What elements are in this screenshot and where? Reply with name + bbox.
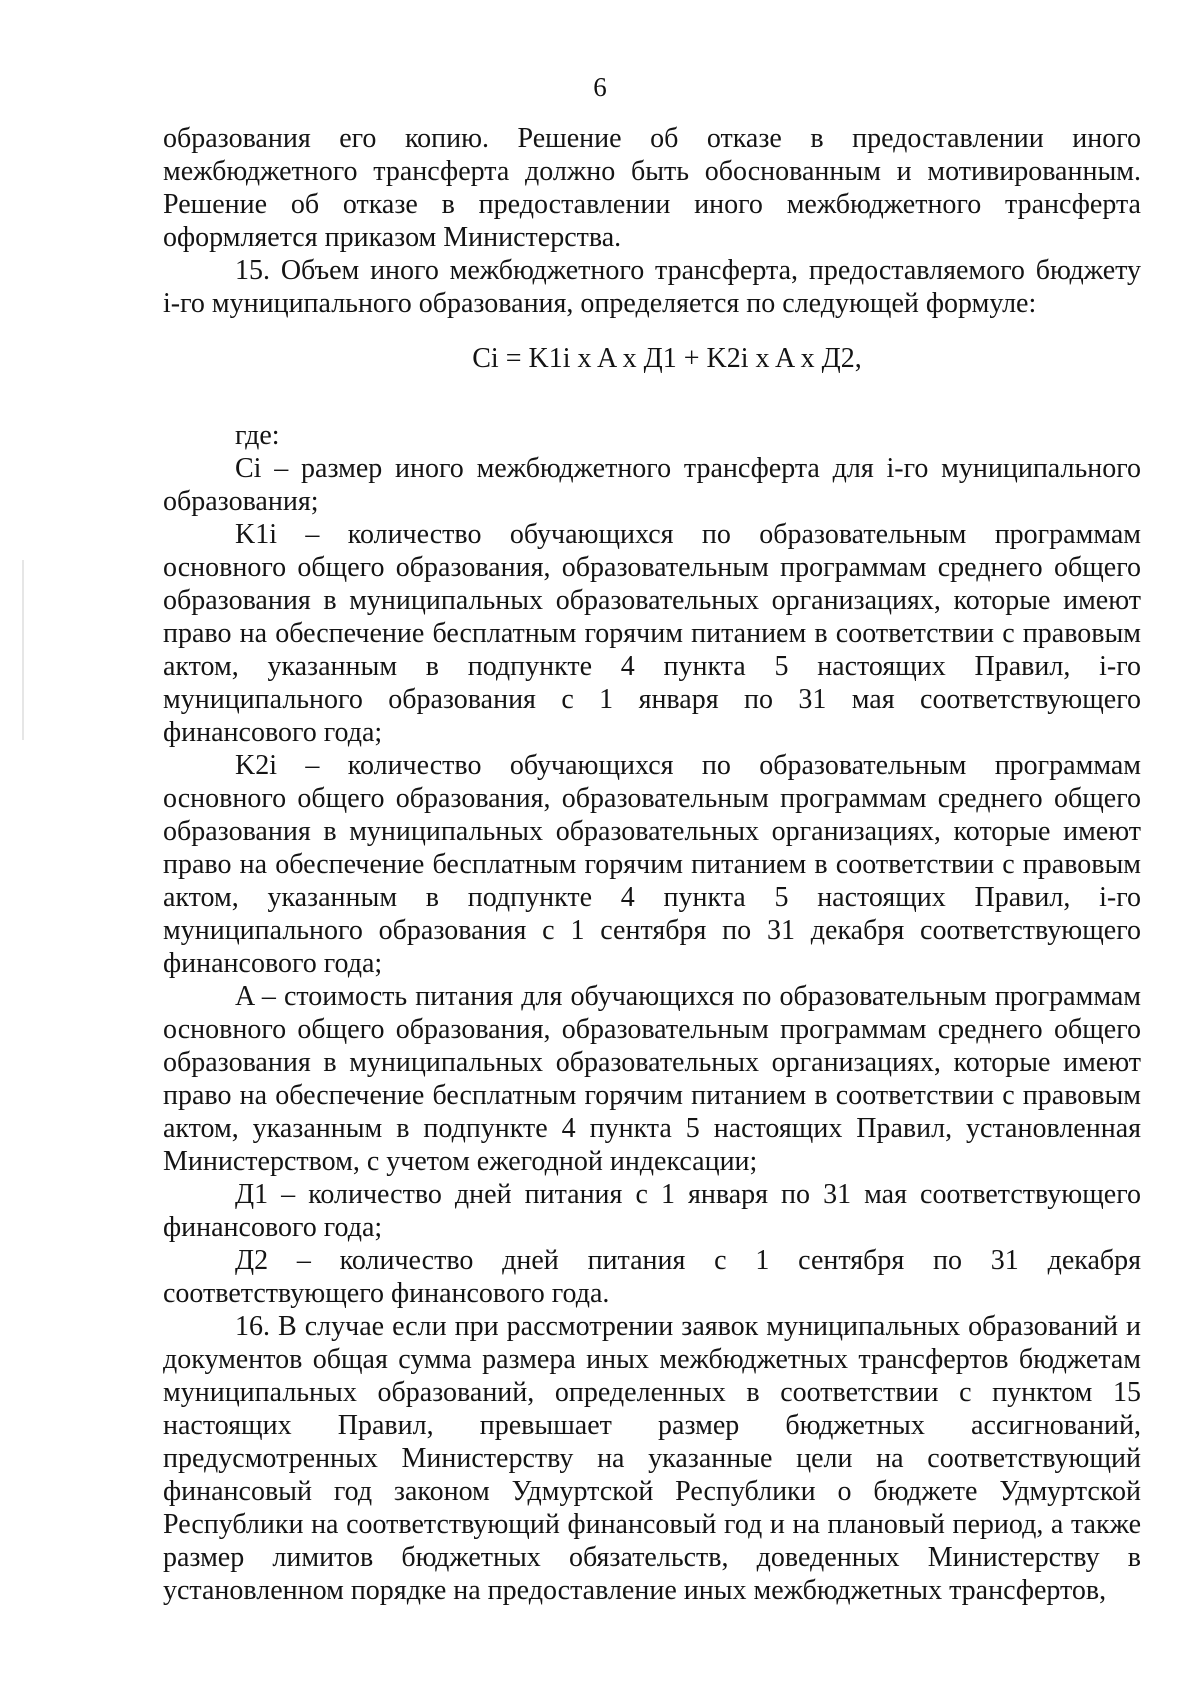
definition-k1i: K1i – количество обучающихся по образовательным программам основного общего образования, образовательным программам среднего общего образования в муниципальных образовательных организациях, которые имеют право на обеспечение бесплатным горячим питанием в соответствии с правовым актом, указанным в подпункте 4 пункта 5 настоящих Правил, i-го муниципального образования с 1 января по 31 мая соответствующего финансового года; <box>163 519 1141 748</box>
paragraph-15: 15. Объем иного межбюджетного трансферта, предоставляемого бюджету i-го муниципального образования, определяется по следующей формуле: <box>163 255 1141 319</box>
where-label: где: <box>235 420 280 451</box>
paragraph-continuation: образования его копию. Решение об отказе в предоставлении иного межбюджетного трансферта должно быть обоснованным и мотивированным. Решение об отказе в предоставлении иного межбюджетного трансферта оформляется приказом Министерства. <box>163 123 1141 253</box>
formula: Ci = K1i x A x Д1 + K2i x A x Д2, <box>472 343 862 374</box>
definition-a: A – стоимость питания для обучающихся по образовательным программам основного общего образования, образовательным программам среднего общего образования в муниципальных образовательных организациях, которые имеют право на обеспечение бесплатным горячим питанием в соответствии с правовым актом, указанным в подпункте 4 пункта 5 настоящих Правил, установленная Министерством, с учетом ежегодной индексации; <box>163 981 1141 1177</box>
definition-d1: Д1 – количество дней питания с 1 января по 31 мая соответствующего финансового года; <box>163 1179 1141 1243</box>
scan-edge-mark <box>22 560 24 740</box>
paragraph-16: 16. В случае если при рассмотрении заявок муниципальных образований и документов общая сумма размера иных межбюджетных трансфертов бюджетам муниципальных образований, определенных в соответствии с пунктом 15 настоящих Правил, превышает размер бюджетных ассигнований, предусмотренных Министерству на указанные цели на соответствующий финансовый год законом Удмуртской Республики о бюджете Удмуртской Республики на соответствующий финансовый год и на плановый период, а также размер лимитов бюджетных обязательств, доведенных Министерству в установленном порядке на предоставление иных межбюджетных трансфертов, <box>163 1311 1141 1606</box>
page-number: 6 <box>593 72 607 102</box>
definition-ci: Ci – размер иного межбюджетного трансферта для i-го муниципального образования; <box>163 453 1141 517</box>
document-body <box>163 122 1141 1607</box>
definition-k2i: K2i – количество обучающихся по образовательным программам основного общего образования, образовательным программам среднего общего образования в муниципальных образовательных организациях, которые имеют право на обеспечение бесплатным горячим питанием в соответствии с правовым актом, указанным в подпункте 4 пункта 5 настоящих Правил, i-го муниципального образования с 1 сентября по 31 декабря соответствующего финансового года; <box>163 750 1141 979</box>
definition-d2: Д2 – количество дней питания с 1 сентября по 31 декабря соответствующего финансового года. <box>163 1245 1141 1309</box>
